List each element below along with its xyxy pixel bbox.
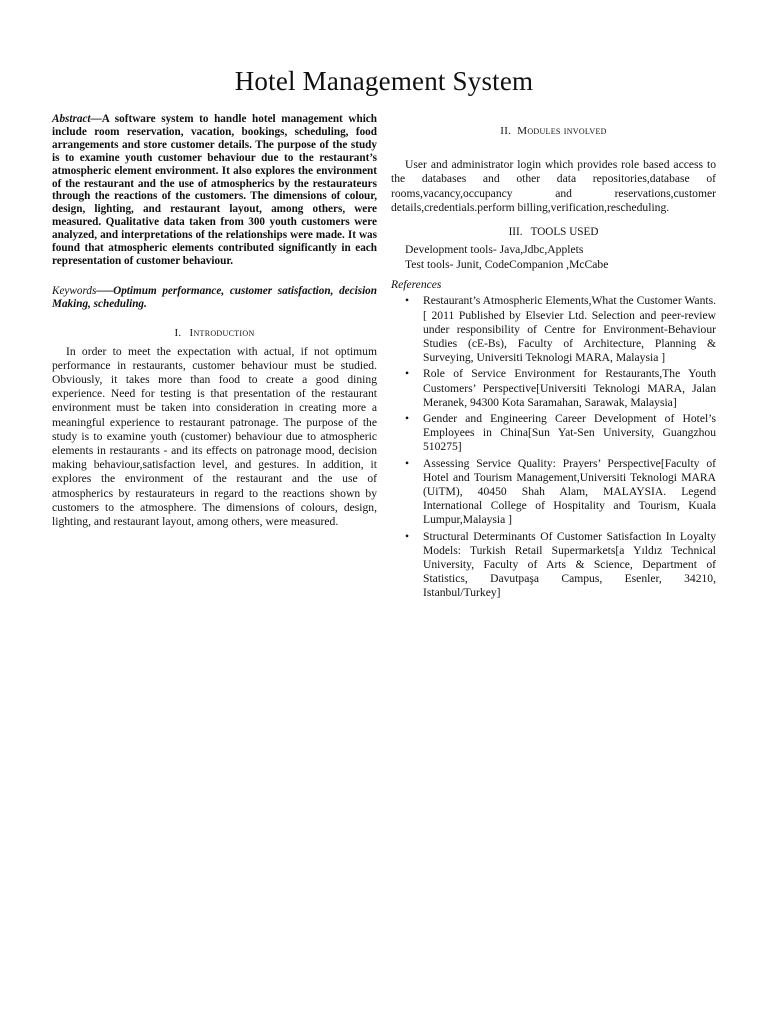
introduction-body: In order to meet the expectation with actual, if not optimum performance in restaurants, customer behaviour must be studied. Obviously, it takes more than food to create a good dining experience. Need for testing is that presentation of the restaurant environment must be taken into consideration in creating more a meaningful experience to restaurant patronage. The purpose of the study is to examine youth (customer) behaviour due to atmospheric elements in restaurants - and its effects on patronage mood, decision making behaviour,satisfaction level, and gestures. In addition, it explores the environment of the restaurant and the use of atmospherics by restaurateurs in regard to the reactions shown by customers to the atmosphere. The dimensions of colours, design, lighting, and restaurant layout, among others, were measured. — [52, 344, 377, 529]
modules-heading-rest: odules involved — [527, 125, 607, 137]
tools-line-test: Test tools- Junit, CodeCompanion ,McCabe — [405, 258, 609, 272]
modules-number: II. — [500, 125, 512, 137]
introduction-first-letter: I — [189, 326, 194, 339]
references-list — [391, 294, 716, 600]
introduction-heading — [52, 327, 377, 340]
tools-heading — [391, 225, 716, 239]
abstract-lead: Abstract — [52, 113, 91, 125]
modules-first-letter: M — [517, 125, 528, 137]
bullet-icon: • — [405, 367, 410, 381]
bullet-icon: • — [405, 529, 410, 543]
bullet-icon: • — [405, 456, 410, 470]
modules-heading — [391, 124, 716, 138]
modules-body: User and administrator login which provides role based access to the databases and other data repositories,database of rooms,vacancy,occupancy and reservations,customer details,credentials.perform billing,verification,rescheduling. — [391, 158, 716, 214]
abstract-text: —A software system to handle hotel management which include room reservation, vacation, bookings, scheduling, food arrangements and store customer details. The purpose of the study is to examine youth customer behaviour due to the restaurant’s atmospheric element environment. It also explores the environment of the restaurant and the use of atmospherics by the restaurateurs through the reactions of the customers. The dimensions of colour, design, lighting, and restaurant layout, among others, were measured. Qualitative data taken from 300 youth customers were analyzed, and interpretations of the relationships were made. It was found that atmospheric elements contributed significantly in each representation of customer behaviour. — [52, 113, 377, 267]
reference-text: Restaurant’s Atmospheric Elements,What the Customer Wants.[ 2011 Published by Elsevier Ltd. Selection and peer-review under responsibility of Centre for Environment-Behaviour Studies (cE-Bs), Faculty of Architecture, Planning & Surveying, Universiti Teknologi MARA, Malaysia ] — [423, 294, 716, 365]
reference-item — [405, 412, 716, 455]
reference-text: Role of Service Environment for Restaurants,The Youth Customers’ Perspective[Universiti Teknologi MARA, Jalan Meranek, 94300 Kota Saramahan, Sarawak, Malaysia] — [423, 367, 716, 409]
tools-line-development: Development tools- Java,Jdbc,Applets — [405, 243, 584, 257]
references-heading: References — [391, 278, 442, 292]
reference-text: Structural Determinants Of Customer Satisfaction In Loyalty Models: Turkish Retail Supermarkets[a Yıldız Technical University, Faculty of Arts & Science, Department of Statistics, Davutpaşa Campus, Esenler, 34210, Istanbul/Turkey] — [423, 529, 716, 600]
left-column — [52, 113, 377, 529]
reference-item — [405, 367, 716, 410]
tools-number: III. — [508, 226, 523, 239]
keywords-lead: Keywords — [52, 284, 97, 297]
introduction-number: I. — [174, 326, 182, 339]
bullet-icon: • — [405, 412, 410, 426]
reference-item — [405, 530, 716, 601]
tools-label: TOOLS USED — [530, 226, 599, 239]
keywords-paragraph — [52, 285, 377, 311]
reference-text: Gender and Engineering Career Development of Hotel’s Employees in China[Sun Yat-Sen University, Guangzhou 510275] — [423, 412, 716, 454]
reference-item — [405, 457, 716, 528]
paper-title: Hotel Management System — [234, 66, 534, 96]
keywords-text: —–Optimum performance, customer satisfaction, decision Making, scheduling. — [52, 284, 377, 310]
reference-text: Assessing Service Quality: Prayers’ Perspective[Faculty of Hotel and Tourism Management,Universiti Teknologi MARA (UiTM), 40450 Shah Alam, MALAYSIA. Legend International College of Hospitality and Tourism, Kuala Lumpur,Malaysia ] — [423, 456, 716, 527]
reference-item — [405, 294, 716, 365]
abstract-paragraph — [52, 113, 377, 268]
introduction-heading-rest: ntroduction — [193, 326, 255, 339]
right-column — [391, 124, 716, 603]
bullet-icon: • — [405, 294, 410, 308]
